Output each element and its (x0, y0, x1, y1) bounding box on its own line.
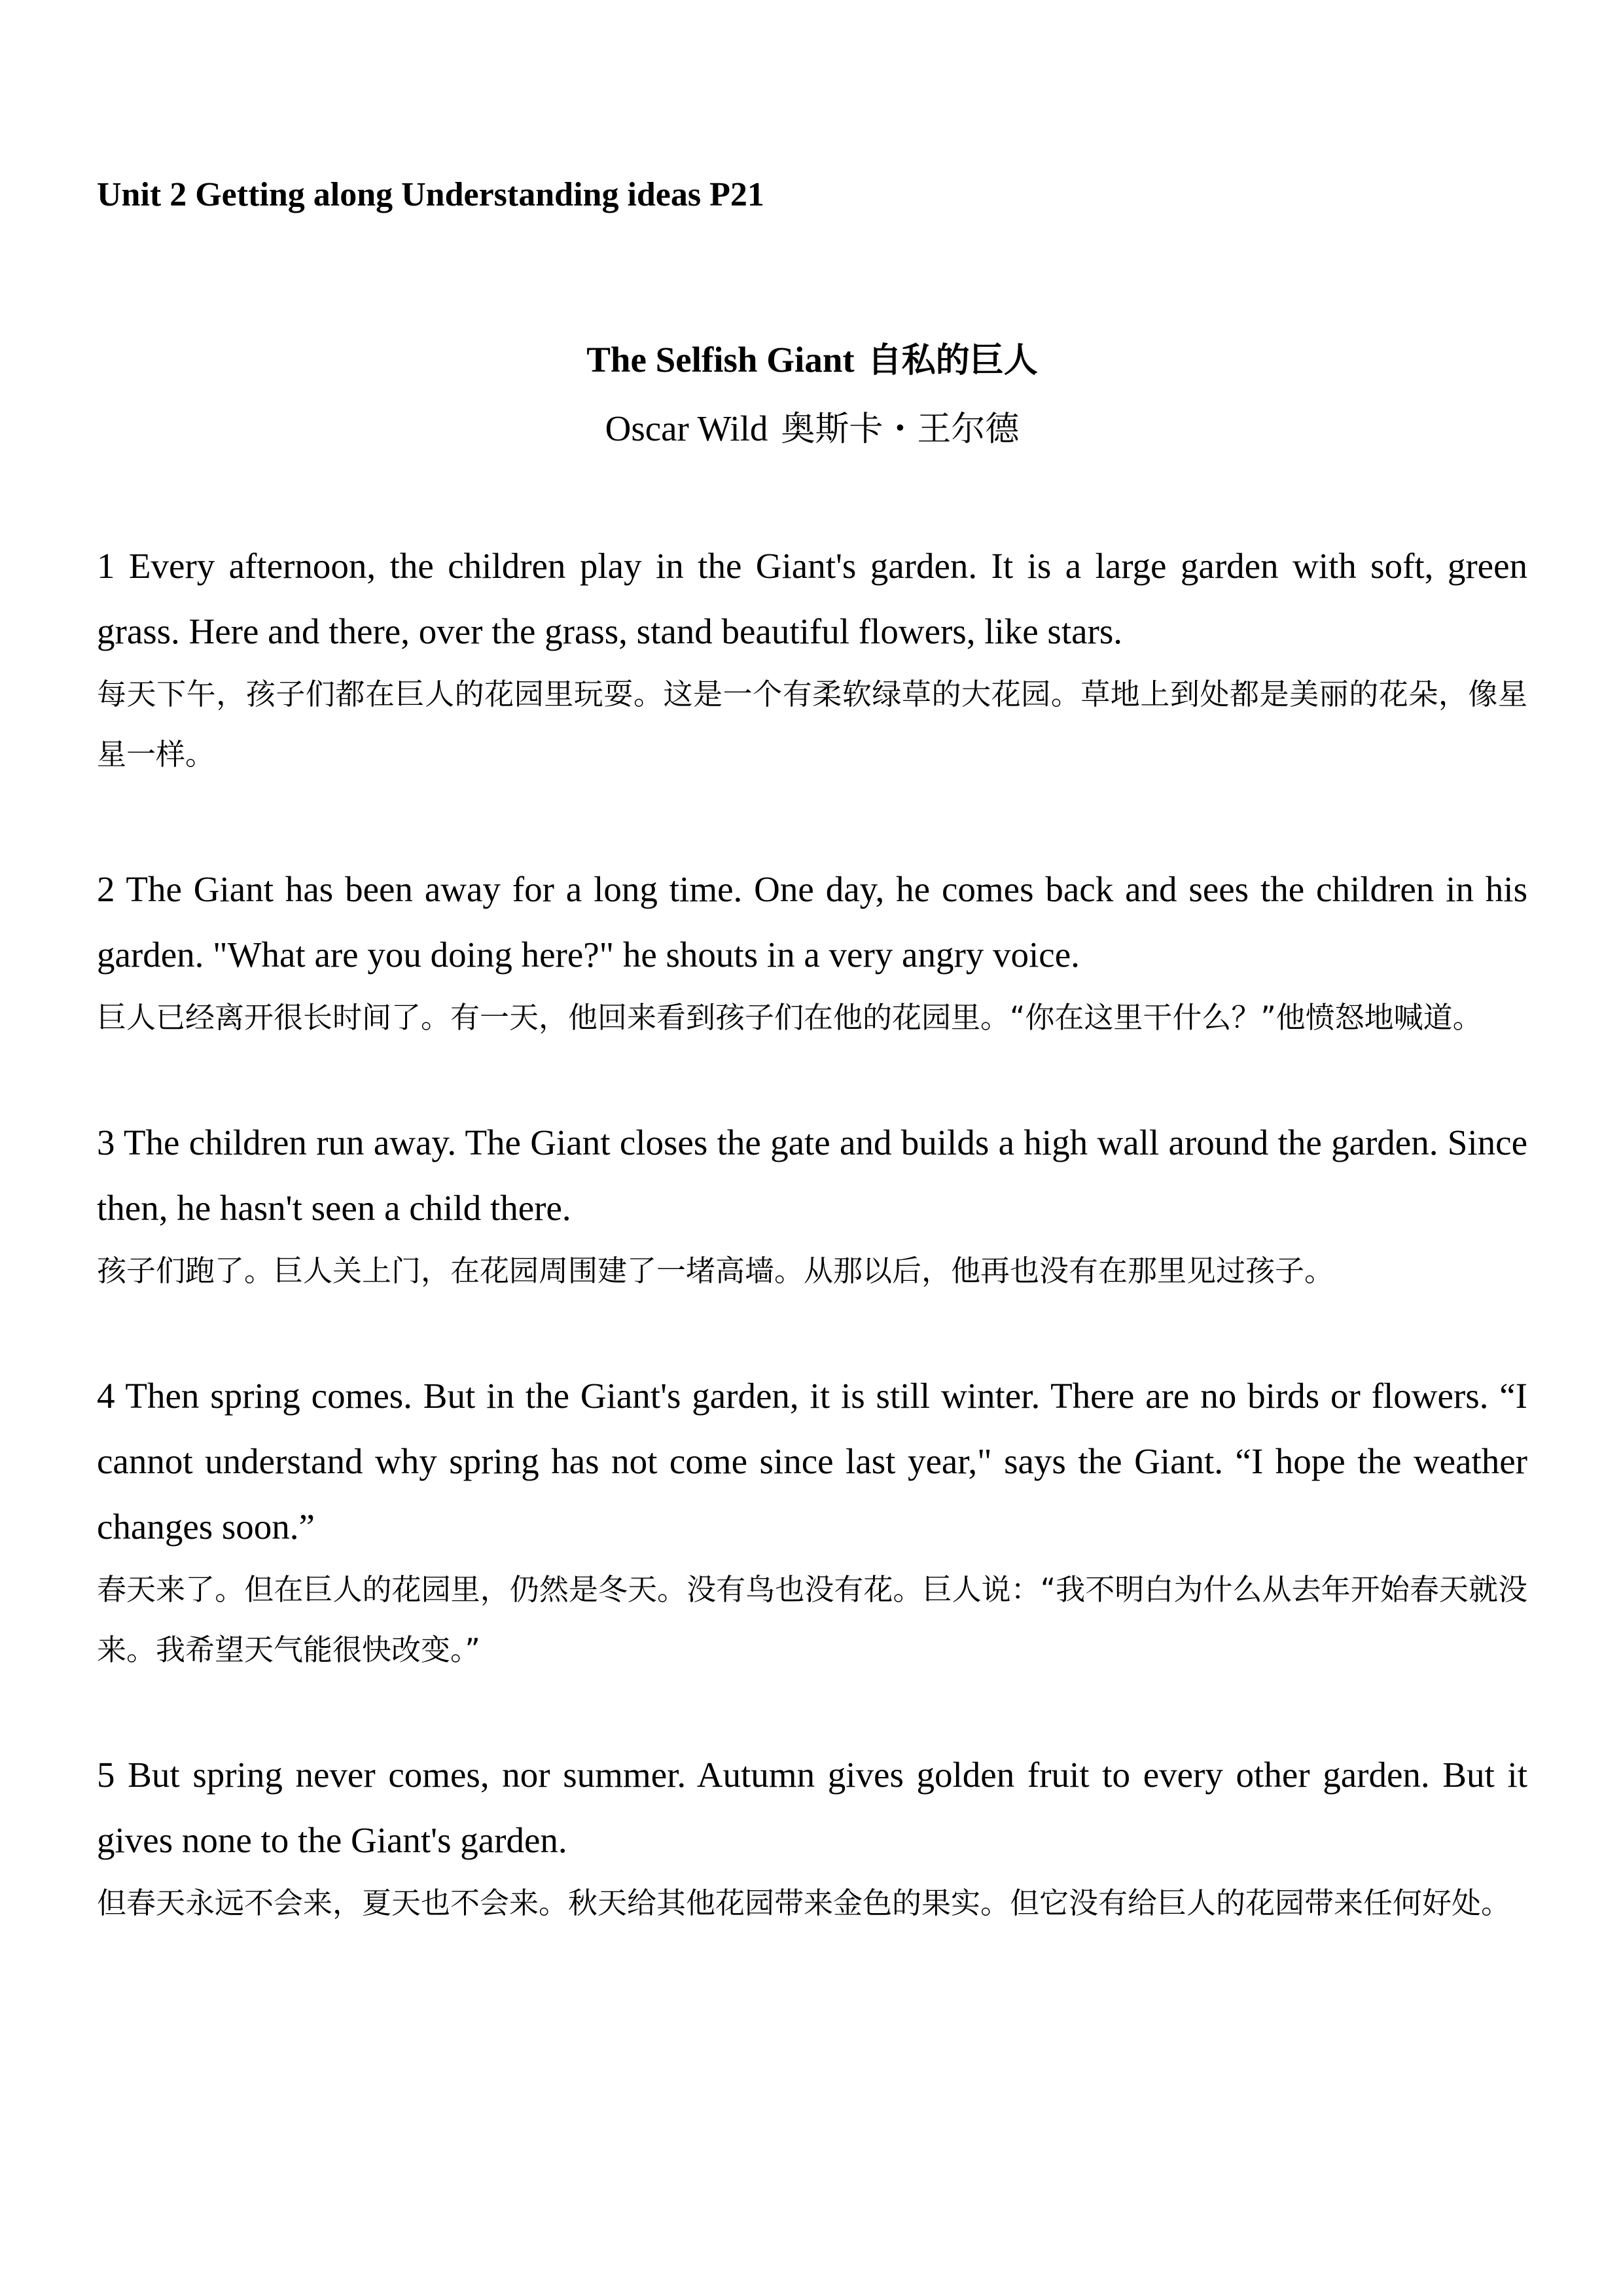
paragraph-2-english: 2 The Giant has been away for a long time. One day, he comes back and sees the children in his garden. "What are you doing here?" he shouts in a very angry voice. (97, 869, 1527, 975)
paragraph-4 (97, 1363, 1527, 1680)
paragraph-2 (97, 857, 1527, 1048)
title-block (97, 334, 1527, 456)
paragraph-3 (97, 1110, 1527, 1301)
author-zh: 奥斯卡・王尔德 (781, 410, 1020, 449)
paragraph-1-english: 1 Every afternoon, the children play in the Giant's garden. It is a large garden with soft, green grass. Here and there, over the grass, stand beautiful flowers, like stars. (97, 546, 1527, 651)
story-author (97, 403, 1527, 456)
paragraph-1 (97, 533, 1527, 785)
paragraph-3-chinese: 孩子们跑了。巨人关上门，在花园周围建了一堵高墙。从那以后，他再也没有在那里见过孩子。 (97, 1253, 1334, 1288)
paragraph-4-chinese: 春天来了。但在巨人的花园里，仍然是冬天。没有鸟也没有花。巨人说：“我不明白为什么从去年开始春天就没来。我希望天气能很快改变。” (97, 1572, 1527, 1667)
story-body (97, 533, 1527, 1996)
paragraph-5 (97, 1742, 1527, 1933)
paragraph-5-chinese: 但春天永远不会来，夏天也不会来。秋天给其他花园带来金色的果实。但它没有给巨人的花园带来任何好处。 (97, 1886, 1511, 1920)
paragraph-3-english: 3 The children run away. The Giant closes the gate and builds a high wall around the garden. Since then, he hasn't seen a child there. (97, 1122, 1527, 1228)
unit-heading: Unit 2 Getting along Understanding ideas P21 (97, 176, 764, 213)
story-title-en: The Selfish Giant (586, 340, 855, 380)
paragraph-4-english: 4 Then spring comes. But in the Giant's garden, it is still winter. There are no birds or flowers. “I cannot understand why spring has not come since last year," says the Giant. “I hope the weather changes soon.” (97, 1376, 1527, 1547)
story-title (97, 334, 1527, 387)
author-en: Oscar Wild (605, 408, 768, 448)
paragraph-2-chinese: 巨人已经离开很长时间了。有一天，他回来看到孩子们在他的花园里。“你在这里干什么？”他愤怒地喊道。 (97, 1000, 1482, 1035)
story-title-zh: 自私的巨人 (867, 341, 1038, 380)
paragraph-1-chinese: 每天下午，孩子们都在巨人的花园里玩耍。这是一个有柔软绿草的大花园。草地上到处都是美丽的花朵，像星星一样。 (97, 677, 1527, 772)
paragraph-5-english: 5 But spring never comes, nor summer. Autumn gives golden fruit to every other garden. But it gives none to the Giant's garden. (97, 1755, 1527, 1860)
